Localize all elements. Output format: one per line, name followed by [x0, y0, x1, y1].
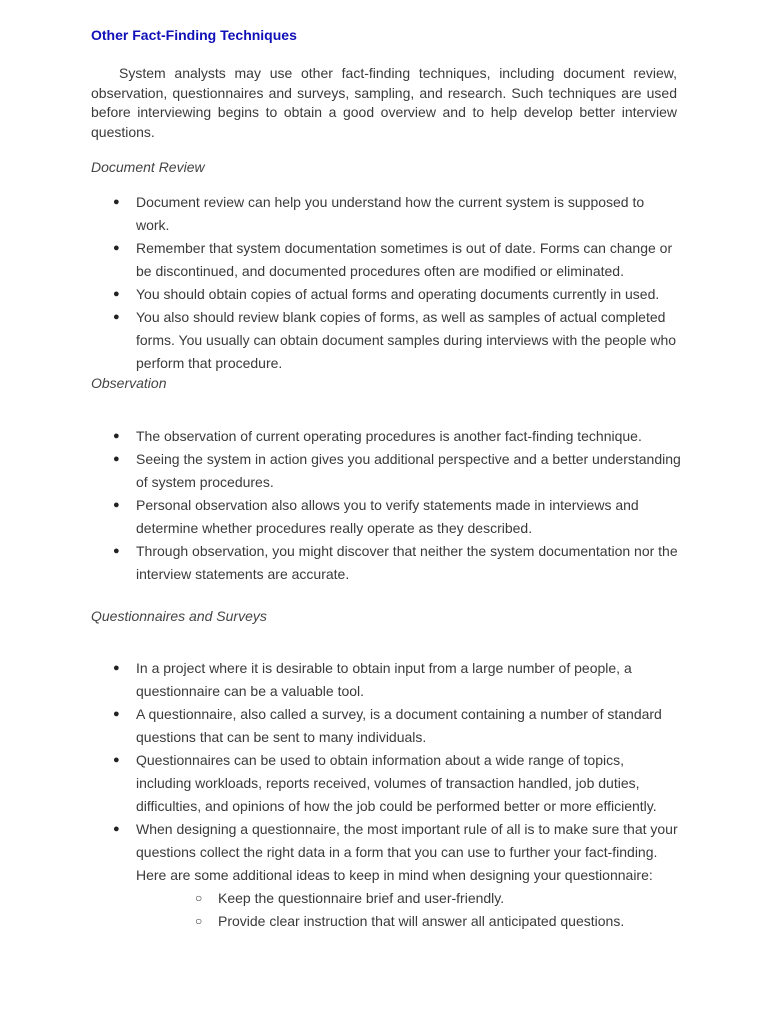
sub-list-item: ○ Provide clear instruction that will answer all anticipated questions. [136, 910, 681, 933]
section-heading-document-review: Document Review [91, 159, 205, 175]
bullet-icon: ● [113, 311, 120, 323]
bullet-icon: ● [113, 662, 120, 674]
page-title: Other Fact-Finding Techniques [91, 27, 297, 43]
bullet-icon: ● [113, 823, 120, 835]
bullet-icon: ● [113, 196, 120, 208]
list-item: ● Through observation, you might discover that neither the system documentation nor the interview statements are accurate. [0, 540, 681, 586]
bullet-icon: ● [113, 430, 120, 442]
list-item: ● Questionnaires can be used to obtain information about a wide range of topics, including workloads, reports received, volumes of transaction handled, job duties, difficulties, and opinions of how the job could be performed better or more efficiently. [0, 749, 681, 818]
bullet-icon: ● [113, 708, 120, 720]
bullet-icon: ● [113, 545, 120, 557]
list-item: ● A questionnaire, also called a survey, is a document containing a number of standard questions that can be sent to many individuals. [0, 703, 681, 749]
sub-bullet-list [136, 887, 681, 933]
list-item: ● Document review can help you understand how the current system is supposed to work. [0, 191, 681, 237]
list-item: ● Personal observation also allows you to verify statements made in interviews and determine whether procedures really operate as they described. [0, 494, 681, 540]
list-item: ● The observation of current operating procedures is another fact-finding technique. [0, 425, 681, 448]
list-item: ● Remember that system documentation sometimes is out of date. Forms can change or be discontinued, and documented procedures often are modified or eliminated. [0, 237, 681, 283]
list-item: ● You also should review blank copies of forms, as well as samples of actual completed forms. You usually can obtain document samples during interviews with the people who perform that procedure. [0, 306, 681, 375]
bullet-list-observation [0, 425, 700, 586]
section-heading-observation: Observation [91, 375, 167, 391]
list-item: ● Seeing the system in action gives you additional perspective and a better understanding of system procedures. [0, 448, 681, 494]
bullet-list-questionnaires [0, 657, 700, 933]
bullet-icon: ● [113, 499, 120, 511]
bullet-icon: ● [113, 754, 120, 766]
bullet-icon: ● [113, 453, 120, 465]
circle-bullet-icon: ○ [195, 891, 203, 905]
list-item: ● When designing a questionnaire, the most important rule of all is to make sure that your questions collect the right data in a form that you can use to further your fact-finding. Here are some additional ideas to keep in mind when designing your questionnaire: ○ Keep the questionnaire brief and user-friendly. ○ Provide clear instruction that will answer all anticipated questions. [0, 818, 681, 933]
intro-paragraph: System analysts may use other fact-finding techniques, including document review, observation, questionnaires and surveys, sampling, and research. Such techniques are used before interviewing begins to obtain a good overview and to help develop better interview questions. [91, 65, 677, 140]
list-item: ● You should obtain copies of actual forms and operating documents currently in used. [0, 283, 681, 306]
sub-list-item: ○ Keep the questionnaire brief and user-friendly. [136, 887, 681, 910]
bullet-icon: ● [113, 288, 120, 300]
list-item: ● In a project where it is desirable to obtain input from a large number of people, a questionnaire can be a valuable tool. [0, 657, 681, 703]
circle-bullet-icon: ○ [195, 914, 203, 928]
section-heading-questionnaires: Questionnaires and Surveys [91, 608, 267, 624]
bullet-list-document-review [0, 191, 700, 375]
bullet-icon: ● [113, 242, 120, 254]
